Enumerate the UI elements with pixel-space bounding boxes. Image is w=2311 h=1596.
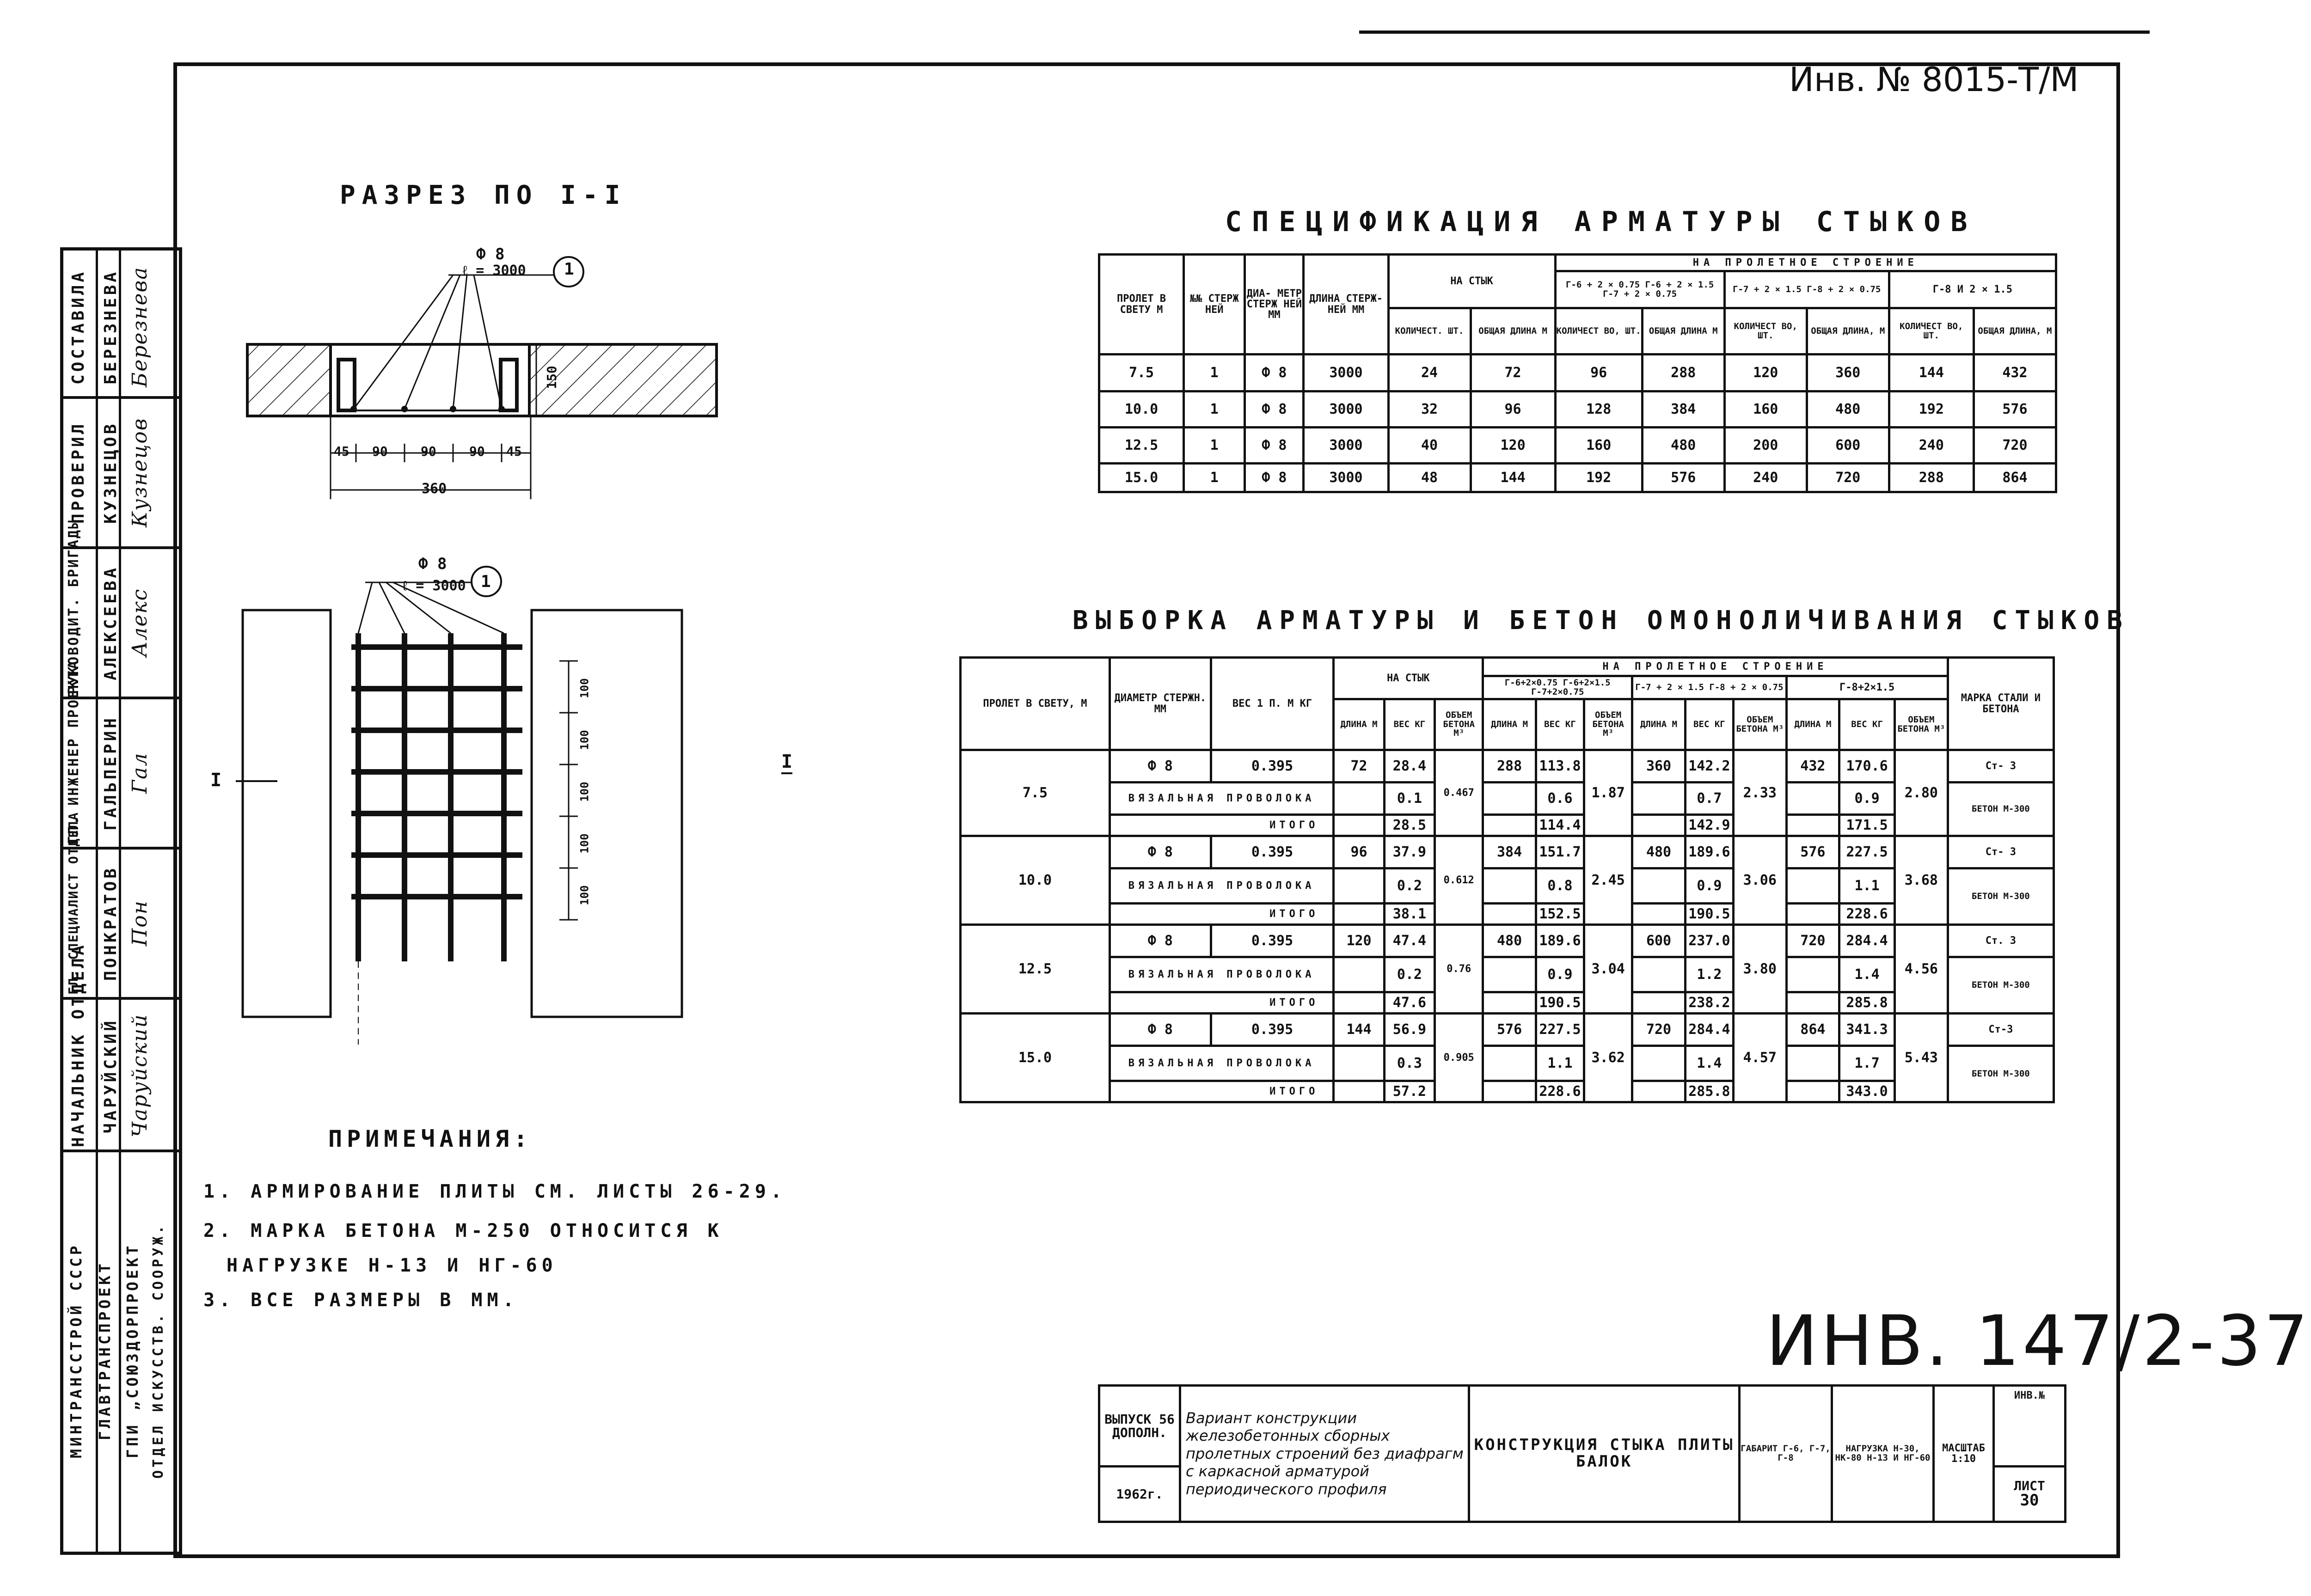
stamp-signature: Кузнецов: [128, 417, 152, 527]
tb-name: КОНСТРУКЦИЯ СТЫКА ПЛИТЫ БАЛОК: [1469, 1386, 1740, 1522]
rebar-diameter-label: Ф 8: [476, 245, 505, 263]
sel-wire-row: ВЯЗАЛЬНАЯ ПРОВОЛОКА 0.2 0.9 1.2 1.4 БЕТОН М-300: [961, 957, 2054, 992]
rebar-length-label: ℓ = 3000: [462, 263, 526, 279]
dim-height: 150: [544, 366, 559, 389]
note-item: 2. МАРКА БЕТОНА М-250 ОТНОСИТСЯ К: [203, 1220, 723, 1241]
spec-header-num: №№ СТЕРЖ НЕЙ: [1184, 255, 1245, 355]
stamp-name: БЕРЕЗНЕВА: [101, 269, 120, 385]
stamp-role: СОСТАВИЛА: [69, 269, 88, 385]
tb-variant: Вариант конструкции железобетонных сборных пролетных строений без диафрагм с каркасной арматурой периодического профиля: [1180, 1386, 1469, 1522]
spec-row: 15.0 1 Ф 8 3000 48 144 192 576 240 720 288 864: [1099, 464, 2056, 492]
spec-row: 10.0 1 Ф 8 3000 32 96 128 384 160 480 192 576: [1099, 391, 2056, 428]
sel-span: 7.5: [961, 750, 1110, 836]
drawing-code: ИНВ. 147/2-37: [1766, 1301, 2311, 1382]
sel-total-row: ИТОГО 47.6 190.5 238.2 285.8: [961, 992, 2054, 1014]
spec-header-qty: КОЛИЧЕСТ ВО, ШТ.: [1555, 308, 1642, 355]
spec-row: 12.5 1 Ф 8 3000 40 120 160 480 200 600 240 720: [1099, 428, 2056, 464]
sel-span: 10.0: [961, 836, 1110, 925]
sel-bar-row: 15.0 Ф 8 0.395 144 56.9 0.905 576 227.5 3.62 720 284.4 4.57 864 341.3 5.43 Ст-3: [961, 1014, 2054, 1046]
org-ministry: МИНТРАНССТРОЙ СССР: [67, 1243, 85, 1458]
note-item: 3. ВСЕ РАЗМЕРЫ В ММ.: [203, 1290, 519, 1311]
spec-header-total: ОБЩАЯ ДЛИНА М: [1642, 308, 1724, 355]
sel-header-group2: Г-7 + 2 × 1.5 Г-8 + 2 × 0.75: [1632, 676, 1786, 699]
plan-position-number: 1: [481, 572, 491, 591]
sel-header-superstructure: НА ПРОЛЕТНОЕ СТРОЕНИЕ: [1483, 658, 1948, 676]
stamp-role: ПРОВЕРИЛ: [69, 421, 88, 524]
stamp-role: РУКОВОДИТ. БРИГАДЫ: [66, 519, 82, 694]
sel-header-dia: ДИАМЕТР СТЕРЖН. ММ: [1110, 658, 1211, 750]
dim-spacing: 90: [469, 444, 485, 459]
slab-left: [243, 610, 331, 1017]
sel-bar-row: 12.5 Ф 8 0.395 120 47.4 0.76 480 189.6 3.04 600 237.0 3.80 720 284.4 4.56 Ст. 3: [961, 925, 2054, 957]
note-item: 1. АРМИРОВАНИЕ ПЛИТЫ СМ. ЛИСТЫ 26-29.: [203, 1181, 787, 1202]
sel-header-len: ДЛИНА М: [1632, 699, 1686, 750]
inventory-number: Инв. № 8015-Т/М: [1789, 60, 2079, 99]
sel-header-joint: НА СТЫК: [1334, 658, 1483, 699]
dim-edge-right: 45: [506, 444, 522, 459]
plan-dim: 100: [578, 678, 591, 698]
sel-total-row: ИТОГО 57.2 228.6 285.8 343.0: [961, 1081, 2054, 1102]
spec-table: [1098, 253, 2057, 493]
sel-wire-row: ВЯЗАЛЬНАЯ ПРОВОЛОКА 0.2 0.8 0.9 1.1 БЕТОН М-300: [961, 868, 2054, 904]
spec-header-group2: Г-7 + 2 × 1.5 Г-8 + 2 × 0.75: [1724, 271, 1889, 308]
spec-header-qty: КОЛИЧЕСТ ВО, ШТ.: [1889, 308, 1974, 355]
sel-header-len: ДЛИНА М: [1483, 699, 1536, 750]
spec-header-len: ДЛИНА СТЕРЖ- НЕЙ ММ: [1304, 255, 1388, 355]
sel-span: 15.0: [961, 1014, 1110, 1102]
sel-wire-row: ВЯЗАЛЬНАЯ ПРОВОЛОКА 0.1 0.6 0.7 0.9 БЕТОН М-300: [961, 783, 2054, 815]
sel-header-weight: ВЕС 1 П. М КГ: [1211, 658, 1334, 750]
tb-sheet: ЛИСТ 30: [1994, 1467, 2066, 1522]
top-rule: [1359, 31, 2150, 34]
stamp-name: ГАЛЬПЕРИН: [101, 715, 120, 831]
spec-header-qty: КОЛИЧЕСТ ВО, ШТ.: [1724, 308, 1807, 355]
selection-table: [959, 656, 2055, 1103]
slab-right: [532, 610, 682, 1017]
stamp-role: НАЧАЛЬНИК ОТДЕЛА: [69, 942, 88, 1147]
tb-inv: ИНВ.№: [1994, 1386, 2066, 1467]
spec-header-total: ОБЩАЯ ДЛИНА, М: [1807, 308, 1889, 355]
stamp-signature: Алекс: [128, 588, 152, 657]
tb-scale: МАСШТАБ 1:10: [1934, 1386, 1994, 1522]
sel-bar-row: 10.0 Ф 8 0.395 96 37.9 0.612 384 151.7 2.45 480 189.6 3.06 576 227.5 3.68 Ст- 3: [961, 836, 2054, 868]
section-title: РАЗРЕЗ ПО I-I: [340, 180, 627, 210]
notes-title: ПРИМЕЧАНИЯ:: [328, 1125, 533, 1152]
stamp-signature: Чаруйский: [128, 1014, 152, 1137]
spec-header-qty: КОЛИЧЕСТ. ШТ.: [1388, 308, 1471, 355]
spec-header-total: ОБЩАЯ ДЛИНА М: [1471, 308, 1555, 355]
dim-edge-left: 45: [334, 444, 349, 459]
sel-header-vol: ОБЪЕМ БЕТОНА М³: [1435, 699, 1483, 750]
note-item: НАГРУЗКЕ Н-13 И НГ-60: [227, 1255, 558, 1276]
tb-load: НАГРУЗКА Н-30, НК-80 Н-13 И НГ-60: [1832, 1386, 1934, 1522]
spec-row: 7.5 1 Ф 8 3000 24 72 96 288 120 360 144 432: [1099, 355, 2056, 391]
spec-header-total: ОБЩАЯ ДЛИНА, М: [1974, 308, 2056, 355]
tb-year: 1962г.: [1099, 1467, 1180, 1522]
approval-stamp: [60, 247, 182, 1555]
sel-header-vol: ОБЪЕМ БЕТОНА М³: [1584, 699, 1632, 750]
sel-bar-row: 7.5 Ф 8 0.395 72 28.4 0.467 288 113.8 1.87 360 142.2 2.33 432 170.6 2.80 Ст- 3: [961, 750, 2054, 783]
spec-header-dia: ДИА- МЕТР СТЕРЖ НЕЙ ММ: [1245, 255, 1304, 355]
sel-header-group3: Г-8+2×1.5: [1786, 676, 1948, 699]
org-department: ОТДЕЛ ИСКУССТВ. СООРУЖ.: [150, 1223, 166, 1479]
stamp-signature: Гал: [128, 752, 152, 794]
stamp-name: ПОНКРАТОВ: [101, 865, 120, 981]
sel-header-group1: Г-6+2×0.75 Г-6+2×1.5 Г-7+2×0.75: [1483, 676, 1632, 699]
plan-dim: 100: [578, 730, 591, 750]
sel-header-span: ПРОЛЕТ В СВЕТУ, М: [961, 658, 1110, 750]
spec-header-joint: НА СТЫК: [1388, 255, 1555, 308]
sel-header-wt: ВЕС КГ: [1685, 699, 1733, 750]
sel-header-mark: МАРКА СТАЛИ И БЕТОНА: [1948, 658, 2054, 750]
dim-spacing: 90: [372, 444, 388, 459]
selection-title: ВЫБОРКА АРМАТУРЫ И БЕТОН ОМОНОЛИЧИВАНИЯ СТЫКОВ: [1073, 605, 2130, 636]
sel-wire-row: ВЯЗАЛЬНАЯ ПРОВОЛОКА 0.3 1.1 1.4 1.7 БЕТОН М-300: [961, 1046, 2054, 1081]
plan-dim: 100: [578, 833, 591, 854]
sel-header-len: ДЛИНА М: [1334, 699, 1384, 750]
stamp-role: ГЛ. ИНЖЕНЕР ПРОЕКТА: [66, 659, 82, 844]
sel-header-len: ДЛИНА М: [1786, 699, 1839, 750]
sel-total-row: ИТОГО 28.5 114.4 142.9 171.5: [961, 815, 2054, 836]
plan-dim: 100: [578, 782, 591, 802]
stamp-name: КУЗНЕЦОВ: [101, 421, 120, 524]
plan-dim: 100: [578, 885, 591, 905]
plan-rebar-length: ℓ = 3000: [402, 578, 466, 594]
dim-total: 360: [422, 481, 447, 497]
org-institute: ГПИ „СОЮЗДОРПРОЕКТ: [123, 1243, 141, 1458]
sel-header-wt: ВЕС КГ: [1384, 699, 1434, 750]
stamp-signature: Пон: [128, 900, 152, 946]
plan-rebar-diameter: Ф 8: [418, 555, 447, 573]
spec-header-group3: Г-8 И 2 × 1.5: [1889, 271, 2056, 308]
spec-header-superstructure: НА ПРОЛЕТНОЕ СТРОЕНИЕ: [1555, 255, 2056, 271]
sel-total-row: ИТОГО 38.1 152.5 190.5 228.6: [961, 904, 2054, 925]
dim-spacing: 90: [421, 444, 436, 459]
plan-drawing: [199, 555, 772, 1054]
section-marker-right: I: [781, 751, 792, 774]
sel-span: 12.5: [961, 925, 1110, 1014]
stamp-name: ЧАРУЙСКИЙ: [101, 1018, 120, 1133]
sel-header-vol: ОБЪЕМ БЕТОНА М³: [1734, 699, 1787, 750]
position-number: 1: [564, 260, 574, 279]
sel-header-wt: ВЕС КГ: [1536, 699, 1584, 750]
tb-type: ГАБАРИТ Г-6, Г-7, Г-8: [1740, 1386, 1832, 1522]
org-main: ГЛАВТРАНСПРОЕКТ: [96, 1261, 114, 1441]
section-marker-left: I: [210, 770, 222, 791]
stamp-signature: Березнева: [128, 266, 152, 387]
sel-header-wt: ВЕС КГ: [1839, 699, 1895, 750]
spec-header-span: ПРОЛЕТ В СВЕТУ М: [1099, 255, 1184, 355]
spec-title: СПЕЦИФИКАЦИЯ АРМАТУРЫ СТЫКОВ: [1225, 206, 1978, 238]
stamp-role: ГЛ. СПЕЦИАЛИСТ ОТДЕЛА: [66, 811, 81, 995]
title-block: [1098, 1384, 2066, 1523]
sel-header-vol: ОБЪЕМ БЕТОНА М³: [1894, 699, 1948, 750]
spec-header-group1: Г-6 + 2 × 0.75 Г-6 + 2 × 1.5 Г-7 + 2 × 0.75: [1555, 271, 1724, 308]
stamp-name: АЛЕКСЕЕВА: [101, 565, 120, 680]
tb-issue: ВЫПУСК 56 ДОПОЛН.: [1099, 1386, 1180, 1467]
